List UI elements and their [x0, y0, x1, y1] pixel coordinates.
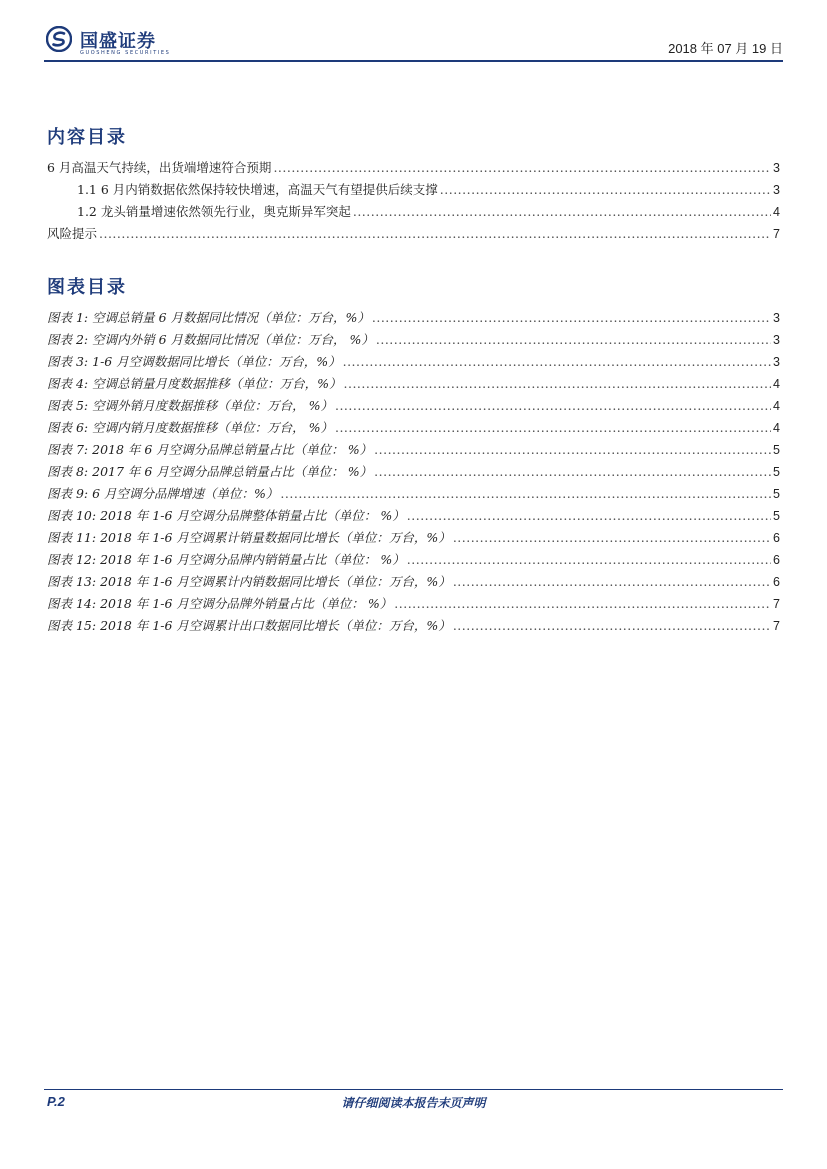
toc-entry[interactable] [47, 180, 780, 202]
toc-entry[interactable] [47, 484, 780, 506]
dot-leader [374, 442, 771, 457]
toc-entry[interactable] [47, 352, 780, 374]
toc-entry-label: 图表 15: 2018 年 1-6 月空调累计出口数据同比增长（单位：万台，%） [47, 618, 451, 633]
dot-leader [335, 398, 771, 413]
toc-entry[interactable] [47, 396, 780, 418]
toc-entry-page: 4 [773, 399, 780, 413]
toc-entry-page: 5 [773, 487, 780, 501]
brand-name: 国盛证券 [80, 31, 156, 52]
dot-leader [374, 464, 771, 479]
toc-entry-label: 1.1 6 月内销数据依然保持较快增速，高温天气有望提供后续支撑 [77, 182, 438, 197]
toc-entry[interactable] [47, 616, 780, 638]
toc-entry-label: 图表 5: 空调外销月度数据推移（单位：万台， %） [47, 398, 333, 413]
brand-subtitle: GUOSHENG SECURITIES [80, 50, 171, 56]
toc-entry-page: 7 [773, 597, 780, 611]
toc-entry-page: 3 [773, 311, 780, 325]
toc-entry-page: 5 [773, 443, 780, 457]
dot-leader [99, 226, 771, 241]
contents-title: 内容目录 [47, 127, 127, 148]
dot-leader [376, 332, 771, 347]
toc-entry-label: 图表 3: 1-6 月空调数据同比增长（单位：万台，%） [47, 354, 341, 369]
toc-entry-page: 4 [773, 421, 780, 435]
dot-leader [343, 354, 771, 369]
toc-entry[interactable] [47, 418, 780, 440]
toc-entry[interactable] [47, 224, 780, 246]
toc-entry-page: 5 [773, 509, 780, 523]
toc-entry-label: 图表 12: 2018 年 1-6 月空调分品牌内销销量占比（单位： %） [47, 552, 405, 567]
toc-entry-label: 图表 10: 2018 年 1-6 月空调分品牌整体销量占比（单位： %） [47, 508, 405, 523]
toc-entry[interactable] [47, 572, 780, 594]
dot-leader [453, 530, 771, 545]
disclaimer-note: 请仔细阅读本报告末页声明 [341, 1096, 486, 1110]
toc-entry-label: 图表 6: 空调内销月度数据推移（单位：万台， %） [47, 420, 333, 435]
toc-entry[interactable] [47, 550, 780, 572]
toc-entry-page: 7 [773, 619, 780, 633]
dot-leader [394, 596, 771, 611]
brand-logo-icon [46, 26, 72, 52]
toc-entry-label: 6 月高温天气持续，出货端增速符合预期 [47, 160, 272, 175]
toc-entry-label: 图表 1: 空调总销量 6 月数据同比情况（单位：万台，%） [47, 310, 370, 325]
toc-entry[interactable] [47, 202, 780, 224]
toc-entry-page: 6 [773, 531, 780, 545]
toc-entry-label: 图表 8: 2017 年 6 月空调分品牌总销量占比（单位： %） [47, 464, 373, 479]
page-number: P.2 [47, 1094, 65, 1109]
toc-entry-page: 4 [773, 377, 780, 391]
toc-entry-page: 6 [773, 575, 780, 589]
toc-entry[interactable] [47, 594, 780, 616]
page-header [44, 22, 783, 62]
figures-title: 图表目录 [47, 277, 127, 298]
toc-entry-page: 4 [773, 205, 780, 219]
toc-entry-page: 7 [773, 227, 780, 241]
toc-entry-page: 6 [773, 553, 780, 567]
report-date: 2018 年 07 月 19 日 [668, 41, 783, 56]
toc-entry-page: 3 [773, 355, 780, 369]
dot-leader [407, 552, 771, 567]
header-divider [44, 60, 783, 62]
toc-entry[interactable] [47, 330, 780, 352]
dot-leader [453, 618, 771, 633]
toc-entry[interactable] [47, 462, 780, 484]
toc-entry[interactable] [47, 374, 780, 396]
dot-leader [273, 160, 771, 175]
toc-entry-label: 图表 13: 2018 年 1-6 月空调累计内销数据同比增长（单位：万台，%） [47, 574, 451, 589]
toc-entry-label: 图表 11: 2018 年 1-6 月空调累计销量数据同比增长（单位：万台，%） [47, 530, 451, 545]
dot-leader [353, 204, 771, 219]
toc-entry-label: 图表 9: 6 月空调分品牌增速（单位：%） [47, 486, 279, 501]
toc-entry-page: 5 [773, 465, 780, 479]
toc-entry[interactable] [47, 308, 780, 330]
dot-leader [407, 508, 771, 523]
toc-entry-page: 3 [773, 161, 780, 175]
dot-leader [372, 310, 771, 325]
footer-divider [44, 1089, 783, 1090]
toc-entry[interactable] [47, 528, 780, 550]
toc-entry[interactable] [47, 506, 780, 528]
dot-leader [280, 486, 771, 501]
toc-entry[interactable] [47, 158, 780, 180]
brand-logo [44, 22, 194, 60]
toc-entry-label: 风险提示 [47, 226, 98, 241]
toc-entry-page: 3 [773, 333, 780, 347]
toc-entry-label: 1.2 龙头销量增速依然领先行业，奥克斯异军突起 [77, 204, 351, 219]
dot-leader [335, 420, 771, 435]
toc-entry-label: 图表 7: 2018 年 6 月空调分品牌总销量占比（单位： %） [47, 442, 373, 457]
toc-entry-label: 图表 2: 空调内外销 6 月数据同比情况（单位：万台， %） [47, 332, 374, 347]
figures-list [47, 308, 780, 638]
dot-leader [453, 574, 771, 589]
dot-leader [440, 182, 771, 197]
toc-entry-label: 图表 14: 2018 年 1-6 月空调分品牌外销量占比（单位： %） [47, 596, 393, 611]
toc-entry-label: 图表 4: 空调总销量月度数据推移（单位：万台，%） [47, 376, 342, 391]
toc-entry[interactable] [47, 440, 780, 462]
contents-list [47, 158, 780, 246]
dot-leader [344, 376, 772, 391]
toc-entry-page: 3 [773, 183, 780, 197]
